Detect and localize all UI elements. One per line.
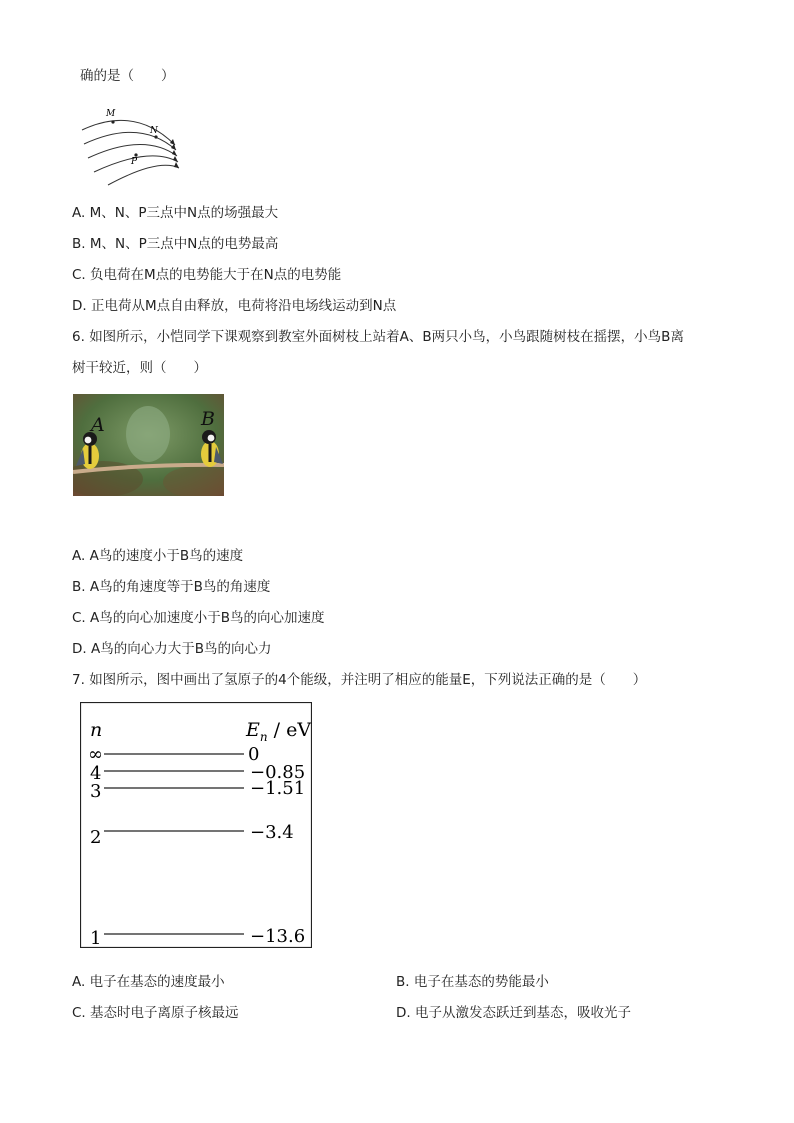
level-n-4: 4 bbox=[90, 763, 102, 784]
field-line bbox=[108, 165, 179, 185]
q5-stem-tail: 确的是（ ） bbox=[80, 68, 175, 84]
photo-label-b: B bbox=[201, 408, 215, 430]
q6-option-a: A. A鸟的速度小于B鸟的速度 bbox=[72, 548, 244, 564]
level-n-2: 2 bbox=[90, 827, 102, 848]
label-p: P bbox=[131, 157, 138, 167]
n-header: n bbox=[90, 719, 103, 741]
level-n-1: 1 bbox=[90, 928, 102, 948]
q6-stem-line1: 6. 如图所示，小恺同学下课观察到教室外面树枝上站着A、B两只小鸟，小鸟跟随树枝在摇摆，小鸟B离 bbox=[72, 329, 684, 345]
q6-option-c: C. A鸟的向心加速度小于B鸟的向心加速度 bbox=[72, 610, 325, 626]
photo-label-a: A bbox=[91, 414, 105, 436]
electric-field-lines-figure bbox=[80, 100, 190, 190]
arrowhead bbox=[172, 150, 177, 156]
q6-option-d: D. A鸟的向心力大于B鸟的向心力 bbox=[72, 641, 272, 657]
q7-option-d: D. 电子从激发态跃迁到基态，吸收光子 bbox=[396, 1005, 631, 1021]
arrowhead bbox=[171, 144, 176, 150]
arrowhead bbox=[174, 162, 179, 168]
level-e-inf: 0 bbox=[248, 744, 260, 765]
point-m-dot bbox=[111, 120, 114, 123]
field-line bbox=[84, 132, 176, 150]
level-e-2: −3.4 bbox=[250, 822, 294, 843]
q5-option-d: D. 正电荷从M点自由释放，电荷将沿电场线运动到N点 bbox=[72, 298, 397, 314]
label-m: M bbox=[106, 109, 116, 119]
level-e-3: −1.51 bbox=[250, 778, 306, 799]
q5-option-a: A. M、N、P三点中N点的场强最大 bbox=[72, 205, 279, 221]
q7-option-b: B. 电子在基态的势能最小 bbox=[396, 974, 549, 990]
q5-option-c: C. 负电荷在M点的电势能大于在N点的电势能 bbox=[72, 267, 342, 283]
level-n-3: 3 bbox=[90, 781, 102, 802]
level-n-inf: ∞ bbox=[88, 744, 103, 765]
q7-stem: 7. 如图所示，图中画出了氢原子的4个能级，并注明了相应的能量E，下列说法正确的是（ ） bbox=[72, 672, 647, 688]
q6-stem-line2: 树干较近，则（ ） bbox=[72, 360, 207, 376]
label-n: N bbox=[150, 126, 158, 136]
level-e-1: −13.6 bbox=[250, 926, 306, 947]
q6-option-b: B. A鸟的角速度等于B鸟的角速度 bbox=[72, 579, 271, 595]
level-e-4: −0.85 bbox=[250, 762, 306, 783]
e-header: $E_n$ / eV bbox=[246, 719, 312, 744]
arrowhead bbox=[170, 139, 175, 145]
q7-option-a: A. 电子在基态的速度最小 bbox=[72, 974, 225, 990]
energy-level-diagram bbox=[80, 702, 312, 948]
q5-option-b: B. M、N、P三点中N点的电势最高 bbox=[72, 236, 279, 252]
birds-photo bbox=[73, 394, 224, 496]
field-line bbox=[88, 144, 177, 158]
q7-option-c: C. 基态时电子离原子核最远 bbox=[72, 1005, 239, 1021]
